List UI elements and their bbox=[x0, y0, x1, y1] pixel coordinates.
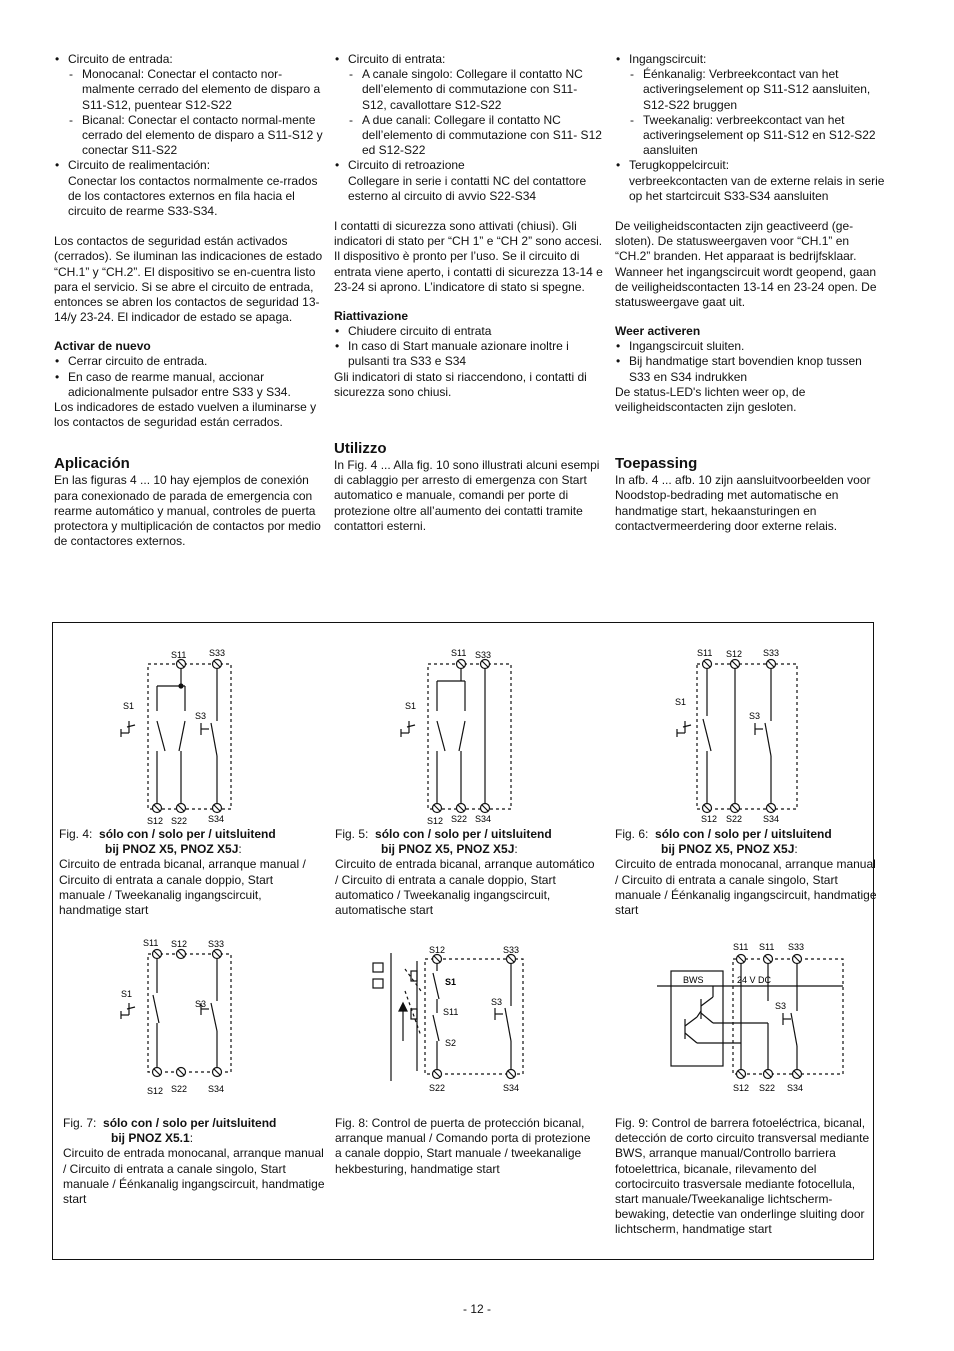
label-s22: S22 bbox=[759, 1083, 776, 1093]
column-italian bbox=[334, 52, 604, 534]
label-s22: S22 bbox=[171, 1084, 188, 1094]
fig4-caption: Fig. 4: sólo con / solo per / uitsluitend bij PNOZ X5, PNOZ X5J: Circuito de entrada bicanal, arranque manual / Circuito di entrata a canale doppio, Start manuale / Tweekanalig ingangscircuit, handmatige start bbox=[59, 827, 306, 918]
es-app-text: En las figuras 4 ... 10 hay ejemplos de conexión para conexionado de parada de emergencia con rearme automático y manual, controles de puerta protectora y multiplicación de contactos por medio de contactores externos. bbox=[54, 473, 321, 549]
es-input-mono: - Monocanal: Conectar el contacto nor-malmente cerrado del elemento de disparo a S11-S12, puentear S12-S22 bbox=[68, 67, 324, 113]
label-s11: S11 bbox=[733, 942, 749, 952]
fig5-bold: sólo con / solo per / uitsluitend bbox=[375, 827, 552, 841]
label-s1: S1 bbox=[123, 701, 135, 711]
label-s12: S12 bbox=[733, 1083, 750, 1093]
page-number: - 12 - bbox=[462, 1302, 491, 1316]
fig7-number: Fig. 7: bbox=[63, 1116, 97, 1130]
label-s2: S2 bbox=[445, 1038, 457, 1048]
fig5-bold2: bij PNOZ X5, PNOZ X5J bbox=[381, 842, 515, 857]
fig5-diagram bbox=[393, 641, 593, 831]
fig8-caption bbox=[335, 1116, 597, 1177]
it-feedback-item bbox=[334, 158, 604, 204]
label-s11: S11 bbox=[143, 938, 159, 948]
label-s34: S34 bbox=[475, 814, 492, 824]
nl-feedback-text: verbreekcontacten van de externe relais in serie op het startcircuit S33-S34 aansluiten bbox=[629, 173, 885, 203]
label-s11: S11 bbox=[171, 650, 187, 660]
fig6-number: Fig. 6: bbox=[615, 827, 649, 841]
fig6-text: Circuito de entrada monocanal, arranque manual / Circuito di entrata a canale singolo, Start manuale / Éénkanalig ingangscircuit, handmatige start bbox=[615, 857, 877, 918]
label-s12-bottom: S12 bbox=[701, 814, 718, 824]
it-reset-item: • Chiudere circuito di entrata bbox=[334, 324, 604, 339]
fig6-diagram bbox=[669, 641, 869, 831]
fig9-caption bbox=[615, 1116, 877, 1238]
label-s1: S1 bbox=[675, 697, 687, 707]
label-s22: S22 bbox=[451, 814, 468, 824]
fig4-number: Fig. 4: bbox=[59, 827, 93, 841]
fig7-bold2: bij PNOZ X5.1 bbox=[111, 1131, 190, 1146]
label-s3: S3 bbox=[749, 711, 761, 721]
es-feedback-text: Conectar los contactos normalmente ce-rrados de los contactores externos en fila hacia el circuito de rearme S33-S34. bbox=[68, 173, 318, 219]
fig7-diagram bbox=[113, 931, 313, 1101]
nl-reset-item: • Ingangscircuit sluiten. bbox=[615, 339, 885, 354]
nl-feedback-item bbox=[615, 158, 885, 204]
label-s12: S12 bbox=[726, 649, 743, 659]
label-s33: S33 bbox=[763, 648, 780, 658]
es-reset-item: • En caso de rearme manual, accionar adicionalmente pulsador entre S33 y S34. bbox=[54, 370, 324, 400]
column-dutch bbox=[615, 52, 885, 534]
nl-app-text: In afb. 4 ... afb. 10 zijn aansluitvoorbeelden voor Noodstop-bedrading met automatische en handmatige start, hekaansturingen en contactvermeerdering door externe relais. bbox=[615, 473, 871, 533]
label-s33: S33 bbox=[788, 942, 805, 952]
label-s33: S33 bbox=[475, 650, 492, 660]
label-s1: S1 bbox=[445, 977, 457, 987]
fig9-diagram bbox=[653, 931, 868, 1101]
fig5-text: Circuito de entrada bicanal, arranque automático / Circuito di entrata a canale doppio, Start automatico / Tweekanalig ingangscircuit, automatische start bbox=[335, 857, 595, 918]
nl-paragraph-2: Wanneer het ingangscircuit wordt geopend, gaan de veiligheidscontacten 13-14 en 23-24 open. De statusweergave gaat uit. bbox=[615, 264, 877, 310]
it-app-heading: Utilizzo bbox=[334, 440, 387, 458]
it-input-single: - A canale singolo: Collegare il contatto NC dell’elemento di commutazione con S11- S12, cavallottare S12-S22 bbox=[348, 67, 604, 113]
label-s33: S33 bbox=[209, 648, 226, 658]
es-paragraph: Los contactos de seguridad están activados (cerrados). Se iluminan las indicaciones de estado “CH.1” y “CH.2”. El dispositivo se en-cuentra listo para el servicio. Si se abre el circuito de entrada, entonces se abren los contactos de seguridad 13-14/y 23-24. El indicador de estado se apaga. bbox=[54, 234, 323, 325]
fig5-number: Fig. 5: bbox=[335, 827, 369, 841]
it-input-dual: - A due canali: Collegare il contatto NC dell’elemento di commutazione con S11- S12 ed S12-S22 bbox=[348, 113, 604, 159]
label-s33: S33 bbox=[208, 939, 225, 949]
fig4-text: Circuito de entrada bicanal, arranque manual / Circuito di entrata a canale doppio, Start manuale / Tweekanalig ingangscircuit, handmatige start bbox=[59, 857, 306, 918]
label-s1: S1 bbox=[121, 989, 133, 999]
label-s34: S34 bbox=[787, 1083, 804, 1093]
label-s3: S3 bbox=[195, 999, 207, 1009]
it-input-title: Circuito di entrata: bbox=[348, 52, 446, 66]
fig7-text: Circuito de entrada monocanal, arranque manual / Circuito di entrata a canale singolo, Start manuale / Éénkanalig ingangscircuit, handmatige start bbox=[63, 1146, 325, 1207]
figure-box bbox=[52, 622, 877, 1260]
label-s34: S34 bbox=[208, 1084, 225, 1094]
label-s34: S34 bbox=[503, 1083, 520, 1093]
fig9-text: Fig. 9: Control de barrera fotoeléctrica, bicanal, detección de corto circuito transversal mediante BWS, arranque manual/Controllo barriera fotoelettrica, bicanale, rilevamento del cortocircuito trasversale mediante fotocellula, start manuale/Tweekanalige lichtscherm-bewaking, detectie van onderlinge sluiting door lichtscherm, handmatige start bbox=[615, 1116, 870, 1237]
nl-reset-heading: Weer activeren bbox=[615, 324, 701, 339]
fig4-diagram bbox=[113, 641, 313, 831]
nl-input-item bbox=[615, 52, 885, 158]
es-input-item bbox=[54, 52, 324, 158]
nl-reset-item: • Bij handmatige start bovendien knop tussen S33 en S34 indrukken bbox=[615, 354, 885, 384]
es-feedback-item bbox=[54, 158, 324, 219]
it-feedback-text: Collegare in serie i contatti NC del contattore esterno al circuito di avvio S22-S34 bbox=[348, 173, 587, 203]
es-input-title: Circuito de entrada: bbox=[68, 52, 173, 66]
label-s11: S11 bbox=[697, 648, 713, 658]
es-reset-text: Los indicadores de estado vuelven a iluminarse y los contactos de seguridad están cerrados. bbox=[54, 400, 317, 430]
label-s3: S3 bbox=[775, 1001, 787, 1011]
label-s12: S12 bbox=[429, 945, 446, 955]
label-s1: S1 bbox=[405, 701, 417, 711]
label-s34: S34 bbox=[208, 814, 225, 824]
nl-input-single: - Éénkanalig: Verbreekcontact van het activeringselement op S11-S12 aansluiten, S12-S22 bruggen bbox=[629, 67, 885, 113]
fig6-bold2: bij PNOZ X5, PNOZ X5J bbox=[661, 842, 795, 857]
label-s12: S12 bbox=[147, 816, 164, 826]
es-feedback-title: Circuito de realimentación: bbox=[68, 158, 211, 173]
es-reset-heading: Activar de nuevo bbox=[54, 339, 151, 354]
it-reset-text: Gli indicatori di stato si riaccendono, i contatti di sicurezza sono chiusi. bbox=[334, 369, 587, 399]
label-s11: S11 bbox=[451, 648, 467, 658]
fig4-bold: sólo con / solo per / uitsluitend bbox=[99, 827, 276, 841]
label-bws: BWS bbox=[683, 975, 704, 985]
it-feedback-title: Circuito di retroazione bbox=[348, 158, 465, 173]
label-s33: S33 bbox=[503, 945, 520, 955]
es-input-bicanal: - Bicanal: Conectar el contacto normal-mente cerrado del elemento de disparo a S11-S12 y conectar S11-S22 bbox=[68, 113, 324, 159]
fig6-bold: sólo con / solo per / uitsluitend bbox=[655, 827, 832, 841]
nl-reset-text: De status-LED's lichten weer op, de veiligheidscontacten zijn gesloten. bbox=[615, 384, 806, 415]
it-input-item bbox=[334, 52, 604, 158]
nl-paragraph: De veiligheidscontacten zijn geactiveerd (ge-sloten). De statusweergaven voor “CH.1” en “CH.2” branden. Het apparaat is bedrijfsklaar. bbox=[615, 219, 857, 264]
nl-app-heading: Toepassing bbox=[615, 455, 698, 473]
label-s34: S34 bbox=[763, 814, 780, 824]
fig8-text: Fig. 8: Control de puerta de protección bicanal, arranque manual / Comando porta di protezione a canale doppio, Start manuale / tweekanalige hekbesturing, handmatige start bbox=[335, 1116, 591, 1176]
fig7-bold: sólo con / solo per /uitsluitend bbox=[103, 1116, 277, 1130]
fig5-caption: Fig. 5: sólo con / solo per / uitsluitend bij PNOZ X5, PNOZ X5J: Circuito de entrada bicanal, arranque automático / Circuito di entrata a canale doppio, Start automatico / Tweekanalig ingangscircuit, automatische start bbox=[335, 827, 595, 918]
label-s3: S3 bbox=[491, 997, 503, 1007]
label-s22: S22 bbox=[726, 814, 743, 824]
label-s22: S22 bbox=[429, 1083, 446, 1093]
column-spanish bbox=[54, 52, 324, 549]
es-app-heading: Aplicación bbox=[54, 455, 130, 473]
it-paragraph: I contatti di sicurezza sono attivati (chiusi). Gli indicatori di stato per “CH 1” e “CH 2” sono accesi. Il dispositivo è pronto per l’uso. Se il circuito di entrata viene aperto, i contatti di sicurezza 13-14 e 23-24 si aprono. L’indicatore di stato si spegne. bbox=[334, 219, 603, 294]
es-reset-item: • Cerrar circuito de entrada. bbox=[54, 354, 324, 369]
label-s12: S12 bbox=[427, 816, 444, 826]
it-reset-heading: Riattivazione bbox=[334, 309, 409, 324]
it-reset-item: • In caso di Start manuale azionare inoltre i pulsanti tra S33 e S34 bbox=[334, 339, 604, 369]
label-24vdc: 24 V DC bbox=[737, 975, 772, 985]
fig7-caption: Fig. 7: sólo con / solo per /uitsluitend bij PNOZ X5.1: Circuito de entrada monocanal, arranque manual / Circuito di entrata a canale singolo, Start manuale / Éénkanalig ingangscircuit, handmatige start bbox=[63, 1116, 325, 1207]
label-s3: S3 bbox=[195, 711, 207, 721]
nl-input-dual: - Tweekanalig: verbreekcontact van het activeringselement op S11-S12 en S12-S22 aansluiten bbox=[629, 113, 885, 159]
label-s22: S22 bbox=[171, 816, 188, 826]
nl-input-title: Ingangscircuit: bbox=[629, 52, 707, 66]
it-app-text: In Fig. 4 ... Alla fig. 10 sono illustrati alcuni esempi di cablaggio per arresto di emergenza con Start automatico e manuale, comandi per porte di protezione oltre all’aumento dei contatti tramite contattori esterni. bbox=[334, 458, 600, 533]
fig8-diagram bbox=[363, 931, 583, 1101]
fig4-bold2: bij PNOZ X5, PNOZ X5J bbox=[105, 842, 239, 857]
label-s12-bottom: S12 bbox=[147, 1086, 164, 1096]
label-s11-second: S11 bbox=[759, 942, 775, 952]
nl-feedback-title: Terugkoppelcircuit: bbox=[629, 158, 730, 173]
label-s11: S11 bbox=[443, 1007, 459, 1017]
label-s12: S12 bbox=[171, 939, 188, 949]
fig6-caption: Fig. 6: sólo con / solo per / uitsluitend bij PNOZ X5, PNOZ X5J: Circuito de entrada monocanal, arranque manual / Circuito di entrata a canale singolo, Start manuale / Éénkanalig ingangscircuit, handmatige start bbox=[615, 827, 877, 918]
